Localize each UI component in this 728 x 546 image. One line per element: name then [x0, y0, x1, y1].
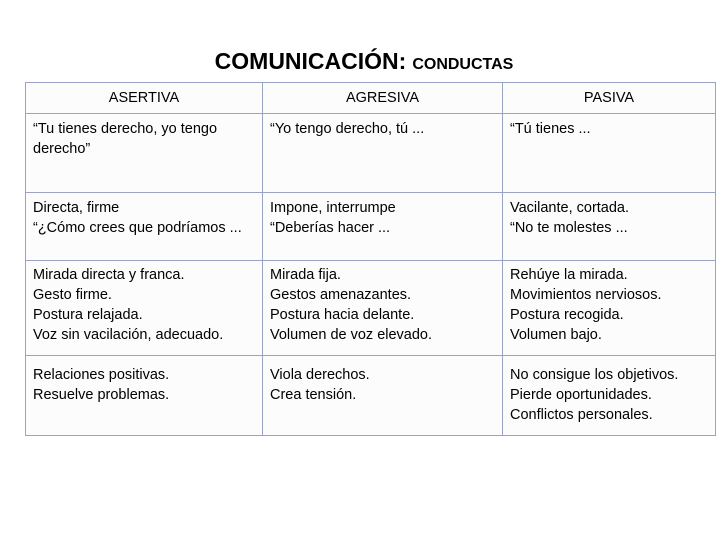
header-asertiva: ASERTIVA: [26, 83, 263, 114]
cell-text: Viola derechos. Crea tensión.: [270, 367, 370, 403]
behaviors-table: [25, 82, 716, 436]
table-header-row: [26, 83, 716, 114]
table-cell: [263, 114, 503, 193]
table-cell: [26, 261, 263, 356]
page-title: [0, 50, 728, 73]
table-row: [26, 261, 716, 356]
table-cell: [503, 356, 716, 436]
table-cell: [26, 193, 263, 261]
cell-text: Relaciones positivas. Resuelve problemas.: [33, 367, 170, 403]
cell-text: Impone, interrumpe “Deberías hacer ...: [270, 200, 396, 236]
cell-text: “Tú tienes ...: [510, 121, 591, 137]
title-main: COMUNICACIÓN:: [214, 48, 407, 74]
header-agresiva: AGRESIVA: [263, 83, 503, 114]
table-row: [26, 114, 716, 193]
table-cell: [263, 193, 503, 261]
cell-text: “Tu tienes derecho, yo tengo derecho”: [33, 121, 218, 157]
table-cell: [503, 193, 716, 261]
cell-text: Mirada fija. Gestos amenazantes. Postura hacia delante. Volumen de voz elevado.: [270, 267, 433, 343]
title-subtitle: CONDUCTAS: [412, 56, 514, 73]
table-cell: [263, 356, 503, 436]
table-row: [26, 356, 716, 436]
cell-text: Directa, firme “¿Cómo crees que podríamos ...: [33, 200, 242, 236]
cell-text: Mirada directa y franca. Gesto firme. Postura relajada. Voz sin vacilación, adecuado.: [33, 267, 224, 343]
table-cell: [26, 114, 263, 193]
table-cell: [503, 114, 716, 193]
table-cell: [26, 356, 263, 436]
cell-text: Vacilante, cortada. “No te molestes ...: [510, 200, 630, 236]
table-cell: [263, 261, 503, 356]
cell-text: Rehúye la mirada. Movimientos nerviosos. Postura recogida. Volumen bajo.: [510, 267, 662, 343]
table-row: [26, 193, 716, 261]
cell-text: No consigue los objetivos. Pierde oportunidades. Conflictos personales.: [510, 367, 679, 423]
table-cell: [503, 261, 716, 356]
header-pasiva: PASIVA: [503, 83, 716, 114]
cell-text: “Yo tengo derecho, tú ...: [270, 121, 425, 137]
